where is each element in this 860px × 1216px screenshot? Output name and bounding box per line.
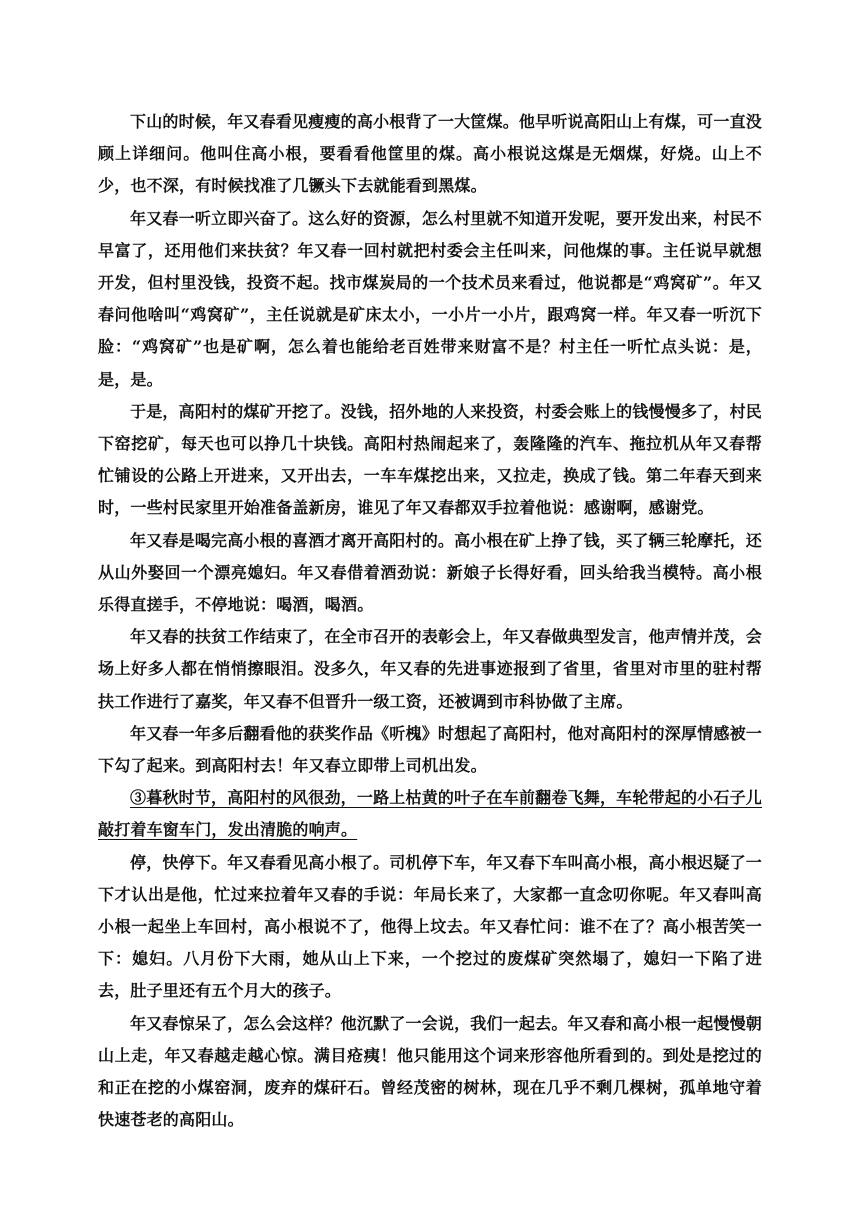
- paragraph-3: 于是，高阳村的煤矿开挖了。没钱，招外地的人来投资，村委会账上的钱慢慢多了，村民下窑挖矿，每天也可以挣几十块钱。高阳村热闹起来了，轰隆隆的汽车、拖拉机从年又春帮忙铺设的公路上开进来，又开出去，一车车煤挖出来，又拉走，换成了钱。第二年春天到来时，一些村民家里开始准备盖新房，谁见了年又春都双手拉着他说：感谢啊，感谢党。: [98, 401, 762, 518]
- paragraph-4: 年又春是喝完高小根的喜酒才离开高阳村的。高小根在矿上挣了钱，买了辆三轮摩托，还从山外娶回一个漂亮媳妇。年又春借着酒劲说：新娘子长得好看，回头给我当模特。高小根乐得直搓手，不停地说：喝酒，喝酒。: [98, 530, 762, 615]
- paragraph-8: 停，快停下。年又春看见高小根了。司机停下车，年又春下车叫高小根，高小根迟疑了一下才认出是他，忙过来拉着年又春的手说：年局长来了，大家都一直念叨你呢。年又春叫高小根一起坐上车回村，高小根说不了，他得上坟去。年又春忙问：谁不在了？高小根苦笑一下：媳妇。八月份下大雨，她从山上下来，一个挖过的废煤矿突然塌了，媳妇一下陷了进去，肚子里还有五个月大的孩子。: [98, 852, 762, 1001]
- paragraph-5: 年又春的扶贫工作结束了，在全市召开的表彰会上，年又春做典型发言，他声情并茂，会场上好多人都在悄悄擦眼泪。没多久，年又春的先进事迹报到了省里，省里对市里的驻村帮扶工作进行了嘉奖，年又春不但晋升一级工资，还被调到市科协做了主席。: [98, 627, 762, 711]
- paragraph-1: 下山的时候，年又春看见瘦瘦的高小根背了一大筐煤。他早听说高阳山上有煤，可一直没顾上详细问。他叫住高小根，要看看他筐里的煤。高小根说这煤是无烟煤，好烧。山上不少，也不深，有时候找准了几镢头下去就能看到黑煤。: [98, 112, 762, 196]
- document-body: [98, 106, 762, 1137]
- paragraph-2: 年又春一听立即兴奋了。这么好的资源，怎么村里就不知道开发呢，要开发出来，村民不早富了，还用他们来扶贫？年又春一回村就把村委会主任叫来，问他煤的事。主任说早就想开发，但村里没钱，投资不起。找市煤炭局的一个技术员来看过，他说都是“鸡窝矿”。年又春问他啥叫“鸡窝矿”，主任说就是矿床太小，一小片一小片，跟鸡窝一样。年又春一听沉下脸：“鸡窝矿”也是矿啊，怎么着也能给老百姓带来财富不是？村主任一听忙点头说：是，是，是。: [98, 208, 762, 389]
- paragraph-7-underlined-sentence: ③暮秋时节，高阳村的风很劲，一路上枯黄的叶子在车前翻卷飞舞，车轮带起的小石子儿敲打着车窗车门，发出清脆的响声。: [98, 788, 762, 840]
- paragraph-9: 年又春惊呆了，怎么会这样？他沉默了一会说，我们一起去。年又春和高小根一起慢慢朝山上走，年又春越走越心惊。满目疮痍！他只能用这个词来形容他所看到的。到处是挖过的和正在挖的小煤窑洞，废弃的煤矸石。曾经茂密的树林，现在几乎不剩几棵树，孤单地守着快速苍老的高阳山。: [98, 1013, 762, 1130]
- paragraph-6: 年又春一年多后翻看他的获奖作品《听槐》时想起了高阳村，他对高阳村的深厚情感被一下勾了起来。到高阳村去！年又春立即带上司机出发。: [98, 723, 762, 776]
